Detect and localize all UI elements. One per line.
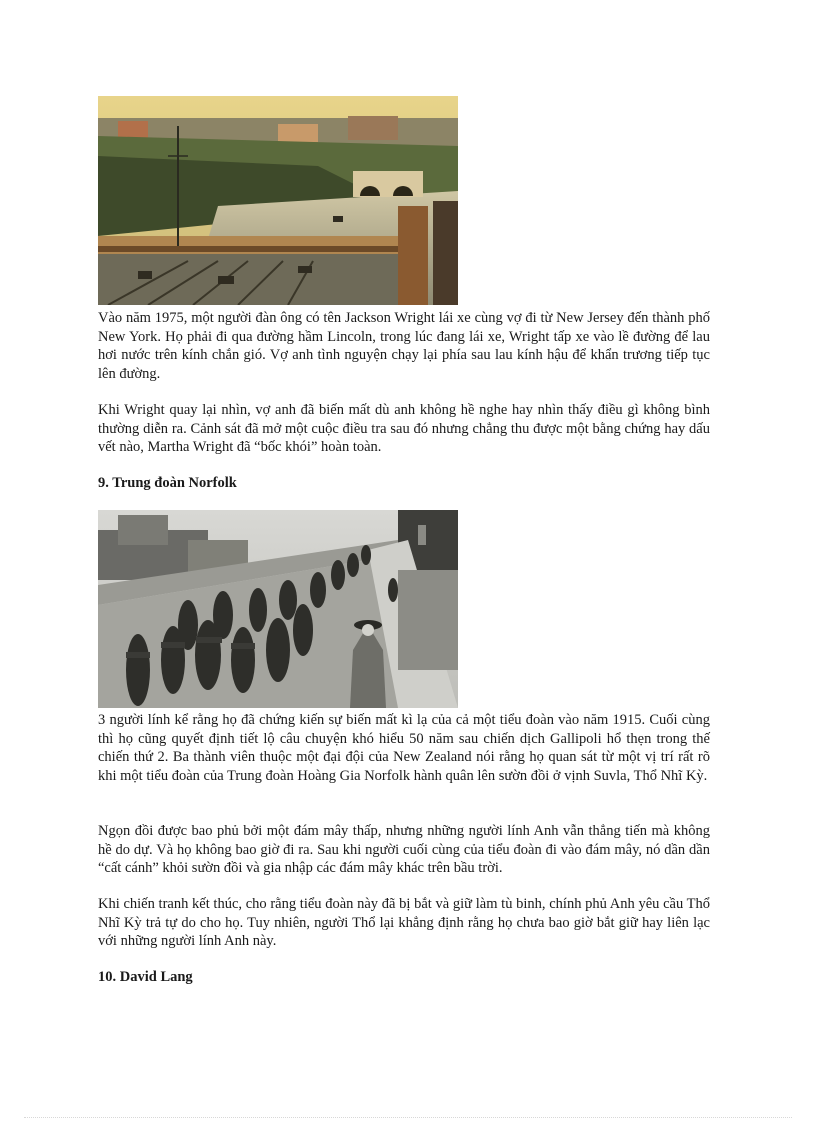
paragraph-tunnel-story: Vào năm 1975, một người đàn ông có tên Jackson Wright lái xe cùng vợ đi từ New Jersey đến thành phố New York. Họ phải đi qua đường hầm Lincoln, trong lúc đang lái xe, Wright tấp xe vào lề đường để lau hơi nước trên kính chắn gió. Vợ anh tình nguyện chạy lại phía sau lau kính hậu để khẩn trương tiếp tục lên đường.: [98, 310, 710, 382]
page-bottom-divider: [24, 1117, 792, 1118]
heading-norfolk: 9. Trung đoàn Norfolk: [98, 475, 237, 491]
paragraph-war-ends: Khi chiến tranh kết thúc, cho rằng tiểu đoàn này đã bị bắt và giữ làm tù binh, chính phủ Anh yêu cầu Thổ Nhĩ Kỳ trả tự do cho họ. Tuy nhiên, người Thổ lại khẳng định rằng họ chưa bao giờ bắt giữ hay liên lạc với những người lính Anh này.: [98, 896, 710, 950]
soldiers-image-icon: [98, 510, 458, 708]
soldiers-photo: [98, 510, 458, 708]
tunnel-image-icon: [98, 96, 458, 305]
heading-david-lang: 10. David Lang: [98, 969, 193, 985]
paragraph-cloud-hill: Ngọn đồi được bao phủ bởi một đám mây thấp, nhưng những người lính Anh vẫn thẳng tiến mà không hề do dự. Và họ không bao giờ đi ra. Sau khi người cuối cùng của tiểu đoàn đi vào đám mây, nó dần dần “cất cánh” khỏi sườn đồi và gia nhập các đám mây khác trên bầu trời.: [98, 823, 710, 877]
tunnel-photo: [98, 96, 458, 305]
paragraph-soldiers-witness: 3 người lính kể rằng họ đã chứng kiến sự biến mất kì lạ của cả một tiểu đoàn vào năm 1915. Cuối cùng thì họ cũng quyết định tiết lộ câu chuyện khó hiểu 50 năm sau chiến dịch Gallipoli hổ thẹn trong thế chiến thứ 2. Ba thành viên thuộc một đại đội của New Zealand nói rằng họ quan sát từ một vị trí rất rõ khi một tiểu đoàn của Trung đoàn Hoàng Gia Norfolk hành quân lên sườn đồi ở vịnh Suvla, Thổ Nhĩ Kỳ.: [98, 712, 710, 784]
paragraph-wife-disappears: Khi Wright quay lại nhìn, vợ anh đã biến mất dù anh không hề nghe hay nhìn thấy điều gì không bình thường diễn ra. Cảnh sát đã mở một cuộc điều tra sau đó nhưng chẳng thu được một bằng chứng hay dấu vết nào, Martha Wright đã “bốc khói” hoàn toàn.: [98, 402, 710, 456]
